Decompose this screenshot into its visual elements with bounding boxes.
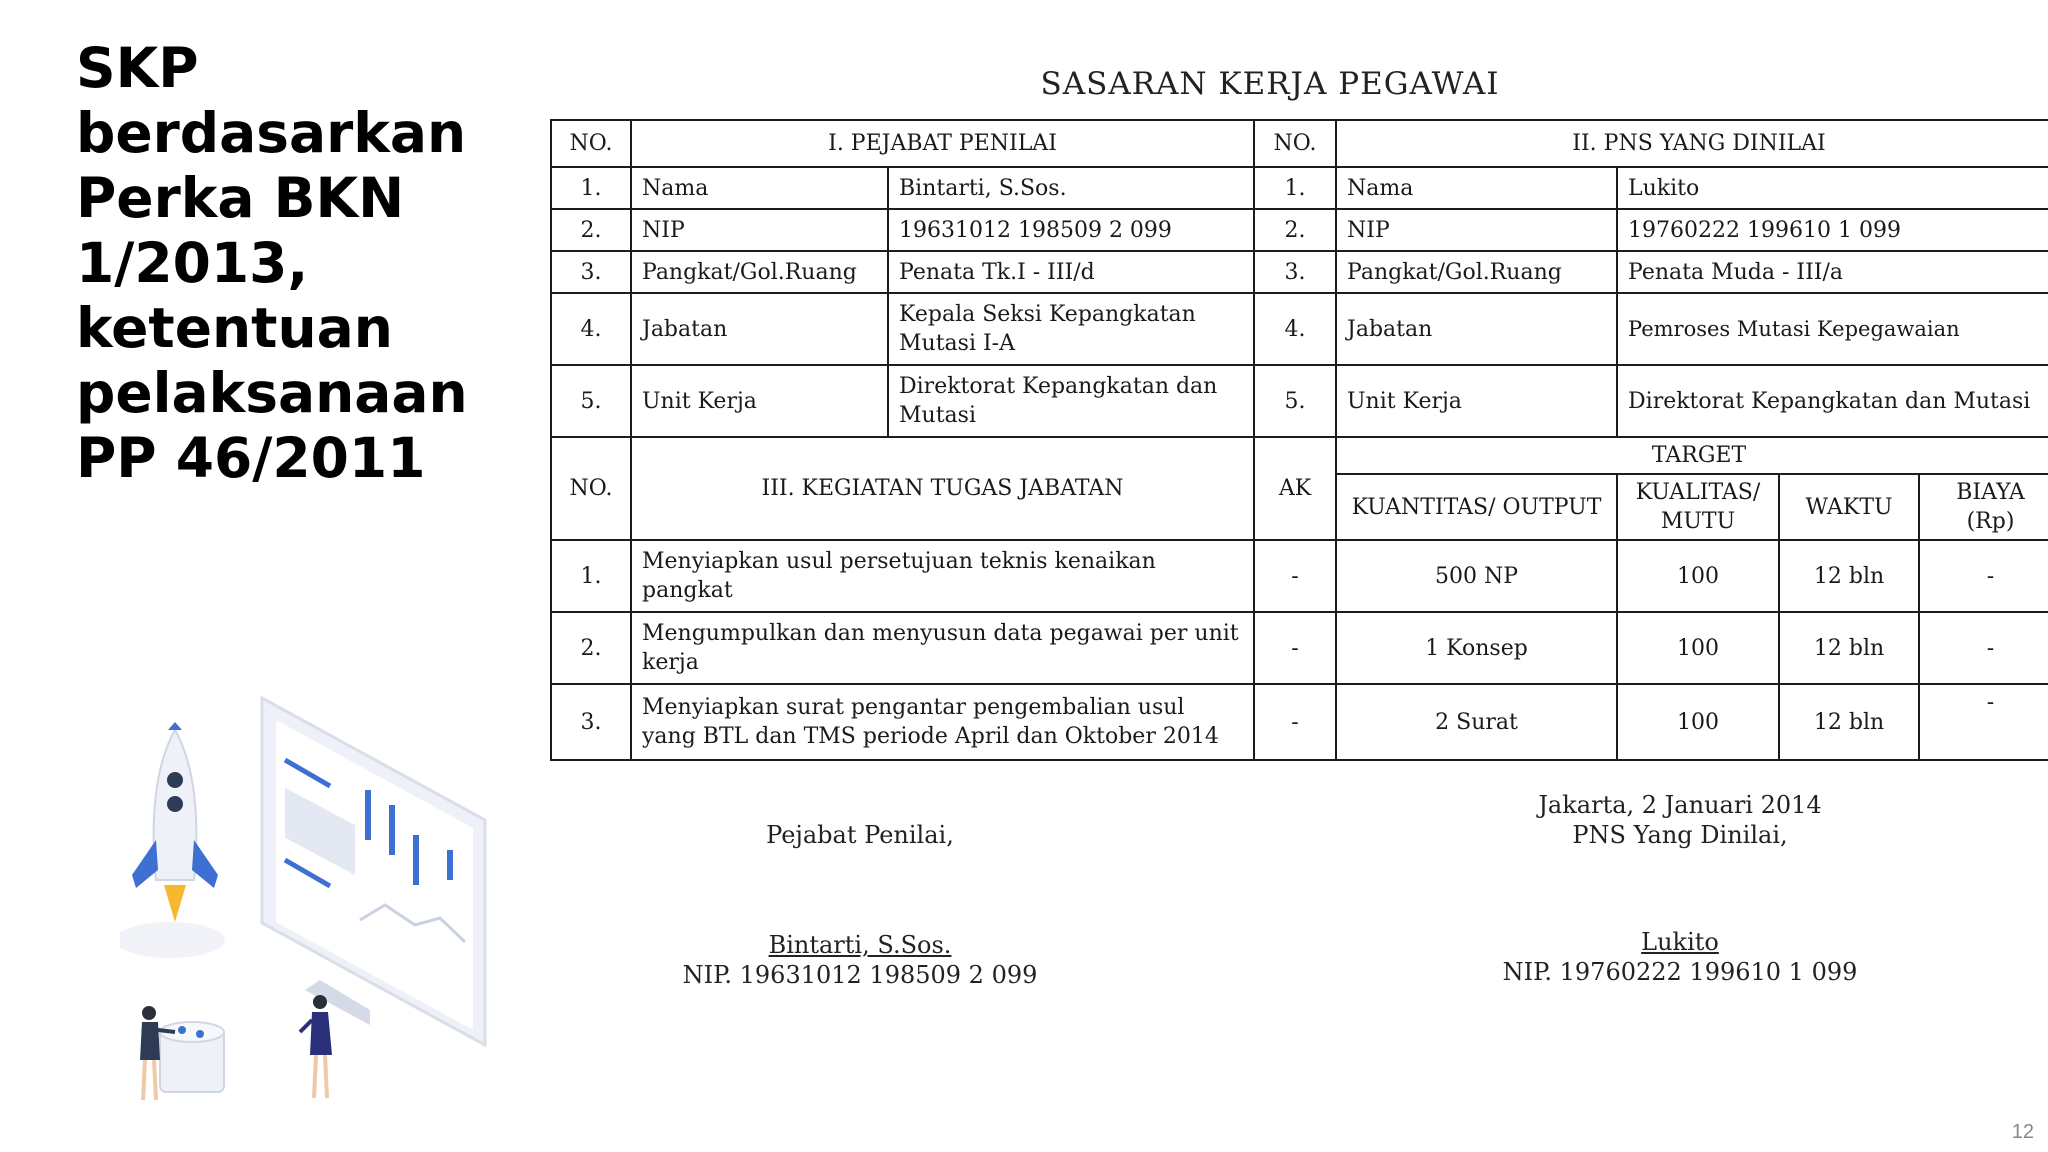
identity-header-row bbox=[551, 120, 2048, 167]
field-label: Unit Kerja bbox=[631, 365, 888, 437]
right-signature-nip: NIP. 19760222 199610 1 099 bbox=[1502, 958, 1858, 986]
pejabat-value: Bintarti, S.Sos. bbox=[888, 167, 1254, 209]
document-title: SASARAN KERJA PEGAWAI bbox=[1040, 66, 1500, 102]
left-signature-name: Bintarti, S.Sos. bbox=[768, 931, 952, 959]
identity-row bbox=[551, 167, 2048, 209]
activity-description: Menyiapkan usul persetujuan teknis kenaikan pangkat bbox=[631, 540, 1254, 612]
row-number: 3. bbox=[1254, 251, 1336, 293]
kuantitas-value: 500 NP bbox=[1336, 540, 1617, 612]
identity-row bbox=[551, 209, 2048, 251]
field-label: Unit Kerja bbox=[1336, 365, 1617, 437]
person-left-icon bbox=[140, 1006, 224, 1100]
monitor-icon bbox=[262, 698, 485, 1045]
right-signature-role: PNS Yang Dinilai, bbox=[1572, 821, 1788, 849]
kuantitas-value: 2 Surat bbox=[1336, 684, 1617, 760]
activity-row bbox=[551, 540, 2048, 612]
waktu-value: 12 bln bbox=[1779, 612, 1919, 684]
waktu-value: 12 bln bbox=[1779, 540, 1919, 612]
biaya-value: - bbox=[1919, 540, 2048, 612]
field-label: Jabatan bbox=[631, 293, 888, 365]
ak-header: AK bbox=[1254, 437, 1336, 540]
left-signature-role: Pejabat Penilai, bbox=[766, 821, 954, 849]
pejabat-value: Direktorat Kepangkatan dan Mutasi bbox=[888, 365, 1254, 437]
row-number: 4. bbox=[551, 293, 631, 365]
activity-row bbox=[551, 684, 2048, 760]
row-number: 1. bbox=[551, 167, 631, 209]
skp-table bbox=[550, 119, 2048, 761]
field-label: NIP bbox=[631, 209, 888, 251]
row-number: 2. bbox=[551, 209, 631, 251]
startup-illustration bbox=[120, 680, 500, 1120]
row-number: 1. bbox=[551, 540, 631, 612]
row-number: 3. bbox=[551, 684, 631, 760]
kegiatan-header: III. KEGIATAN TUGAS JABATAN bbox=[631, 437, 1254, 540]
identity-row bbox=[551, 293, 2048, 365]
waktu-header: WAKTU bbox=[1779, 474, 1919, 540]
row-number: 4. bbox=[1254, 293, 1336, 365]
left-signature-nip: NIP. 19631012 198509 2 099 bbox=[682, 961, 1038, 989]
right-signature-name: Lukito bbox=[1641, 928, 1719, 956]
kualitas-value: 100 bbox=[1617, 612, 1779, 684]
row-number: 5. bbox=[1254, 365, 1336, 437]
field-label: NIP bbox=[1336, 209, 1617, 251]
ak-value: - bbox=[1254, 612, 1336, 684]
row-number: 1. bbox=[1254, 167, 1336, 209]
pejabat-value: Kepala Seksi Kepangkatan Mutasi I-A bbox=[888, 293, 1254, 365]
biaya-header: BIAYA (Rp) bbox=[1919, 474, 2048, 540]
pejabat-value: Penata Tk.I - III/d bbox=[888, 251, 1254, 293]
rocket-shadow bbox=[120, 922, 225, 958]
kualitas-header: KUALITAS/ MUTU bbox=[1617, 474, 1779, 540]
activity-row bbox=[551, 612, 2048, 684]
activity-description: Mengumpulkan dan menyusun data pegawai per unit kerja bbox=[631, 612, 1254, 684]
field-label: Nama bbox=[631, 167, 888, 209]
rocket-icon bbox=[132, 722, 218, 922]
pns-value: Pemroses Mutasi Kepegawaian bbox=[1617, 293, 2048, 365]
biaya-value: - bbox=[1919, 612, 2048, 684]
activity-header-row bbox=[551, 437, 2048, 474]
row-number: 3. bbox=[551, 251, 631, 293]
page-number: 12 bbox=[2011, 1121, 2034, 1143]
pejabat-penilai-header: I. PEJABAT PENILAI bbox=[631, 120, 1254, 167]
pns-value: 19760222 199610 1 099 bbox=[1617, 209, 2048, 251]
ak-value: - bbox=[1254, 540, 1336, 612]
row-number: 2. bbox=[1254, 209, 1336, 251]
target-header: TARGET bbox=[1336, 437, 2048, 474]
pns-dinilai-header: II. PNS YANG DINILAI bbox=[1336, 120, 2048, 167]
biaya-value: - bbox=[1919, 684, 2048, 760]
field-label: Jabatan bbox=[1336, 293, 1617, 365]
pns-value: Direktorat Kepangkatan dan Mutasi bbox=[1617, 365, 2048, 437]
pns-value: Penata Muda - III/a bbox=[1617, 251, 2048, 293]
no-header: NO. bbox=[551, 437, 631, 540]
kuantitas-header: KUANTITAS/ OUTPUT bbox=[1336, 474, 1617, 540]
row-number: 5. bbox=[551, 365, 631, 437]
row-number: 2. bbox=[551, 612, 631, 684]
person-right-icon bbox=[300, 995, 332, 1098]
identity-row bbox=[551, 365, 2048, 437]
field-label: Nama bbox=[1336, 167, 1617, 209]
kualitas-value: 100 bbox=[1617, 684, 1779, 760]
no-header: NO. bbox=[551, 120, 631, 167]
kuantitas-value: 1 Konsep bbox=[1336, 612, 1617, 684]
signature-date: Jakarta, 2 Januari 2014 bbox=[1538, 791, 1822, 819]
kualitas-value: 100 bbox=[1617, 540, 1779, 612]
identity-row bbox=[551, 251, 2048, 293]
field-label: Pangkat/Gol.Ruang bbox=[631, 251, 888, 293]
slide-title: SKP berdasarkan Perka BKN 1/2013, ketentuan pelaksanaan PP 46/2011 bbox=[76, 36, 468, 490]
field-label: Pangkat/Gol.Ruang bbox=[1336, 251, 1617, 293]
pns-value: Lukito bbox=[1617, 167, 2048, 209]
activity-description: Menyiapkan surat pengantar pengembalian usul yang BTL dan TMS periode April dan Oktober 2014 bbox=[631, 684, 1254, 760]
no-header: NO. bbox=[1254, 120, 1336, 167]
pejabat-value: 19631012 198509 2 099 bbox=[888, 209, 1254, 251]
waktu-value: 12 bln bbox=[1779, 684, 1919, 760]
ak-value: - bbox=[1254, 684, 1336, 760]
